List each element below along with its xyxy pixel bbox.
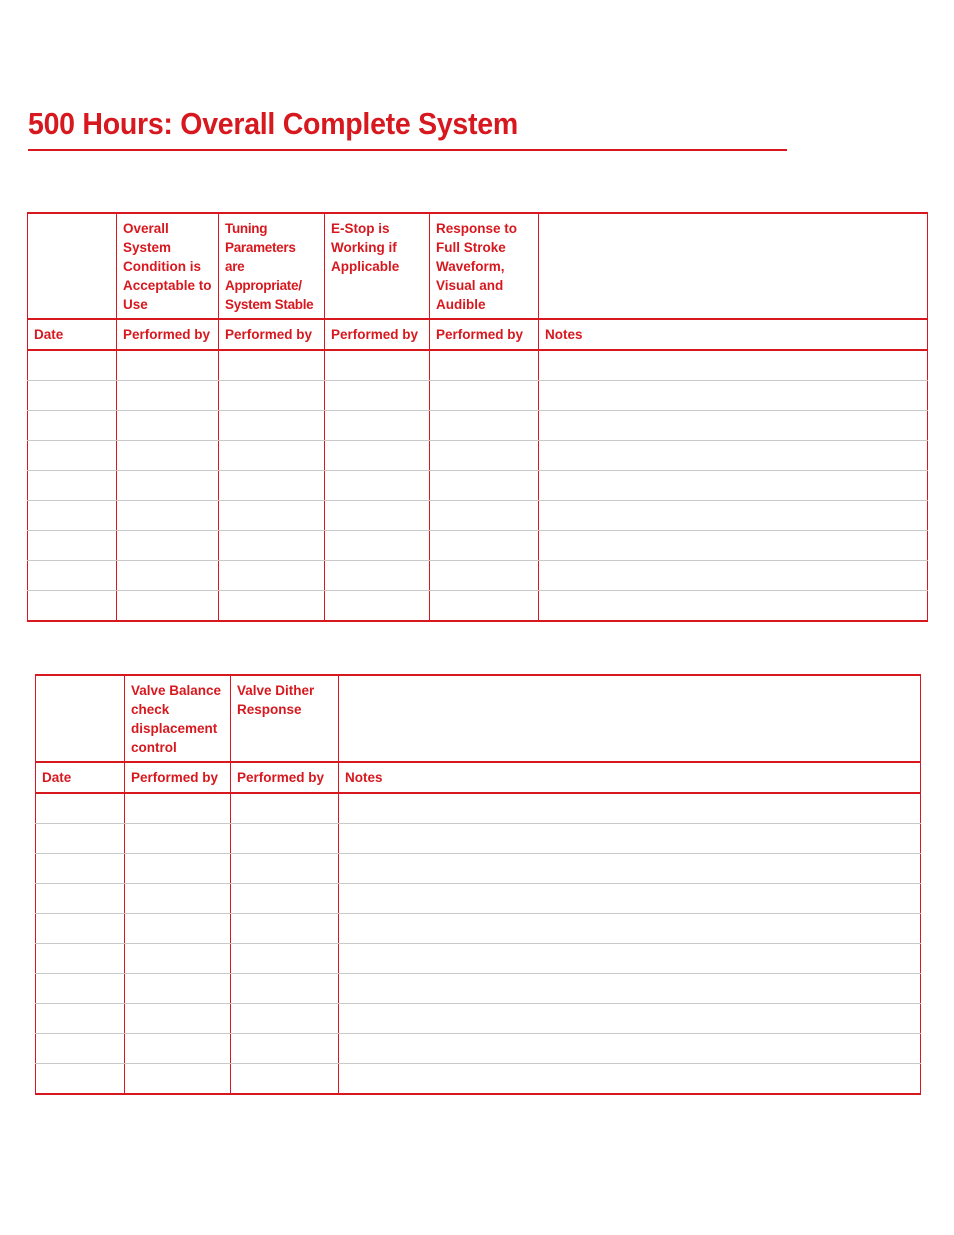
column-header-notes: Notes xyxy=(339,762,921,793)
notes-cell[interactable] xyxy=(339,793,921,824)
performed-by-cell[interactable] xyxy=(117,591,219,622)
notes-cell[interactable] xyxy=(539,501,928,531)
date-cell[interactable] xyxy=(36,1064,125,1095)
performed-by-cell[interactable] xyxy=(325,501,430,531)
notes-cell[interactable] xyxy=(339,1034,921,1064)
performed-by-cell[interactable] xyxy=(125,793,231,824)
performed-by-cell[interactable] xyxy=(219,561,325,591)
table-row xyxy=(36,1004,921,1034)
notes-cell[interactable] xyxy=(339,944,921,974)
performed-by-cell[interactable] xyxy=(117,531,219,561)
notes-cell[interactable] xyxy=(539,350,928,381)
performed-by-cell[interactable] xyxy=(219,381,325,411)
performed-by-cell[interactable] xyxy=(430,561,539,591)
date-cell[interactable] xyxy=(28,531,117,561)
table-header-descriptions xyxy=(36,675,921,762)
table-row xyxy=(36,1064,921,1095)
performed-by-cell[interactable] xyxy=(117,471,219,501)
date-cell[interactable] xyxy=(36,944,125,974)
performed-by-cell[interactable] xyxy=(430,501,539,531)
notes-cell[interactable] xyxy=(339,974,921,1004)
header-cell-valve-dither: Valve Dither Response xyxy=(231,675,339,762)
performed-by-cell[interactable] xyxy=(231,1064,339,1095)
notes-cell[interactable] xyxy=(339,1004,921,1034)
performed-by-cell[interactable] xyxy=(231,914,339,944)
column-header-date: Date xyxy=(36,762,125,793)
notes-cell[interactable] xyxy=(339,884,921,914)
performed-by-cell[interactable] xyxy=(219,501,325,531)
performed-by-cell[interactable] xyxy=(231,974,339,1004)
table-row xyxy=(36,884,921,914)
notes-cell[interactable] xyxy=(539,441,928,471)
performed-by-cell[interactable] xyxy=(325,350,430,381)
performed-by-cell[interactable] xyxy=(325,591,430,622)
performed-by-cell[interactable] xyxy=(231,854,339,884)
date-cell[interactable] xyxy=(36,1004,125,1034)
performed-by-cell[interactable] xyxy=(125,884,231,914)
date-cell[interactable] xyxy=(36,824,125,854)
performed-by-cell[interactable] xyxy=(430,411,539,441)
table-row xyxy=(28,411,928,441)
page-title: 500 Hours: Overall Complete System xyxy=(28,106,518,141)
date-cell[interactable] xyxy=(36,854,125,884)
table-row xyxy=(28,471,928,501)
header-cell-blank xyxy=(36,675,125,762)
performed-by-cell[interactable] xyxy=(231,884,339,914)
performed-by-cell[interactable] xyxy=(125,944,231,974)
performed-by-cell[interactable] xyxy=(117,501,219,531)
column-header-performed-by: Performed by xyxy=(325,319,430,350)
performed-by-cell[interactable] xyxy=(125,854,231,884)
table-row xyxy=(36,974,921,1004)
date-cell[interactable] xyxy=(36,1034,125,1064)
header-cell-blank xyxy=(28,213,117,319)
notes-cell[interactable] xyxy=(539,591,928,622)
performed-by-cell[interactable] xyxy=(325,471,430,501)
performed-by-cell[interactable] xyxy=(117,441,219,471)
date-cell[interactable] xyxy=(36,793,125,824)
performed-by-cell[interactable] xyxy=(430,471,539,501)
performed-by-cell[interactable] xyxy=(430,531,539,561)
table-header-columns xyxy=(36,762,921,793)
performed-by-cell[interactable] xyxy=(219,350,325,381)
column-header-performed-by: Performed by xyxy=(219,319,325,350)
table-row xyxy=(28,441,928,471)
performed-by-cell[interactable] xyxy=(219,531,325,561)
table-row xyxy=(28,531,928,561)
performed-by-cell[interactable] xyxy=(219,411,325,441)
performed-by-cell[interactable] xyxy=(125,1004,231,1034)
date-cell[interactable] xyxy=(36,914,125,944)
header-cell-overall-system-condition: Overall System Condition is Acceptable to Use xyxy=(117,213,219,319)
date-cell[interactable] xyxy=(28,501,117,531)
performed-by-cell[interactable] xyxy=(219,591,325,622)
performed-by-cell[interactable] xyxy=(325,441,430,471)
table-row xyxy=(36,793,921,824)
date-cell[interactable] xyxy=(36,884,125,914)
table-row xyxy=(36,1034,921,1064)
notes-cell[interactable] xyxy=(339,914,921,944)
header-cell-valve-balance: Valve Balance check displacement control xyxy=(125,675,231,762)
performed-by-cell[interactable] xyxy=(117,350,219,381)
notes-cell[interactable] xyxy=(539,411,928,441)
header-cell-blank-notes xyxy=(339,675,921,762)
notes-cell[interactable] xyxy=(539,471,928,501)
column-header-performed-by: Performed by xyxy=(117,319,219,350)
performed-by-cell[interactable] xyxy=(430,381,539,411)
performed-by-cell[interactable] xyxy=(117,381,219,411)
performed-by-cell[interactable] xyxy=(125,1064,231,1095)
performed-by-cell[interactable] xyxy=(231,1004,339,1034)
column-header-performed-by: Performed by xyxy=(231,762,339,793)
date-cell[interactable] xyxy=(28,591,117,622)
column-header-performed-by: Performed by xyxy=(125,762,231,793)
performed-by-cell[interactable] xyxy=(430,350,539,381)
date-cell[interactable] xyxy=(28,441,117,471)
performed-by-cell[interactable] xyxy=(231,793,339,824)
performed-by-cell[interactable] xyxy=(125,974,231,1004)
column-header-notes: Notes xyxy=(539,319,928,350)
maintenance-table-2 xyxy=(35,674,921,1095)
table-header-descriptions xyxy=(28,213,928,319)
performed-by-cell[interactable] xyxy=(125,1034,231,1064)
table-header-columns xyxy=(28,319,928,350)
table-row xyxy=(28,591,928,622)
table-row xyxy=(36,914,921,944)
table-row xyxy=(28,561,928,591)
notes-cell[interactable] xyxy=(339,854,921,884)
table-row xyxy=(36,944,921,974)
performed-by-cell[interactable] xyxy=(325,381,430,411)
maintenance-table-1 xyxy=(27,212,928,622)
date-cell[interactable] xyxy=(28,350,117,381)
performed-by-cell[interactable] xyxy=(117,411,219,441)
table-row xyxy=(28,501,928,531)
title-underline xyxy=(28,149,787,151)
performed-by-cell[interactable] xyxy=(325,561,430,591)
notes-cell[interactable] xyxy=(539,531,928,561)
performed-by-cell[interactable] xyxy=(117,561,219,591)
column-header-performed-by: Performed by xyxy=(430,319,539,350)
header-cell-blank-notes xyxy=(539,213,928,319)
performed-by-cell[interactable] xyxy=(325,531,430,561)
date-cell[interactable] xyxy=(28,381,117,411)
table-row xyxy=(28,350,928,381)
notes-cell[interactable] xyxy=(339,824,921,854)
notes-cell[interactable] xyxy=(539,561,928,591)
column-header-date: Date xyxy=(28,319,117,350)
header-cell-estop: E-Stop is Working if Applicable xyxy=(325,213,430,319)
date-cell[interactable] xyxy=(28,561,117,591)
performed-by-cell[interactable] xyxy=(231,944,339,974)
performed-by-cell[interactable] xyxy=(231,824,339,854)
header-cell-full-stroke-response: Response to Full Stroke Waveform, Visual and Audible xyxy=(430,213,539,319)
header-cell-tuning-parameters: Tuning Parameters are Appropriate/ System Stable xyxy=(219,213,325,319)
table-row xyxy=(36,824,921,854)
table-row xyxy=(28,381,928,411)
performed-by-cell[interactable] xyxy=(219,471,325,501)
performed-by-cell[interactable] xyxy=(325,411,430,441)
date-cell[interactable] xyxy=(36,974,125,1004)
table-row xyxy=(36,854,921,884)
performed-by-cell[interactable] xyxy=(125,914,231,944)
date-cell[interactable] xyxy=(28,471,117,501)
date-cell[interactable] xyxy=(28,411,117,441)
notes-cell[interactable] xyxy=(539,381,928,411)
performed-by-cell[interactable] xyxy=(430,441,539,471)
performed-by-cell[interactable] xyxy=(219,441,325,471)
performed-by-cell[interactable] xyxy=(125,824,231,854)
performed-by-cell[interactable] xyxy=(430,591,539,622)
notes-cell[interactable] xyxy=(339,1064,921,1095)
performed-by-cell[interactable] xyxy=(231,1034,339,1064)
